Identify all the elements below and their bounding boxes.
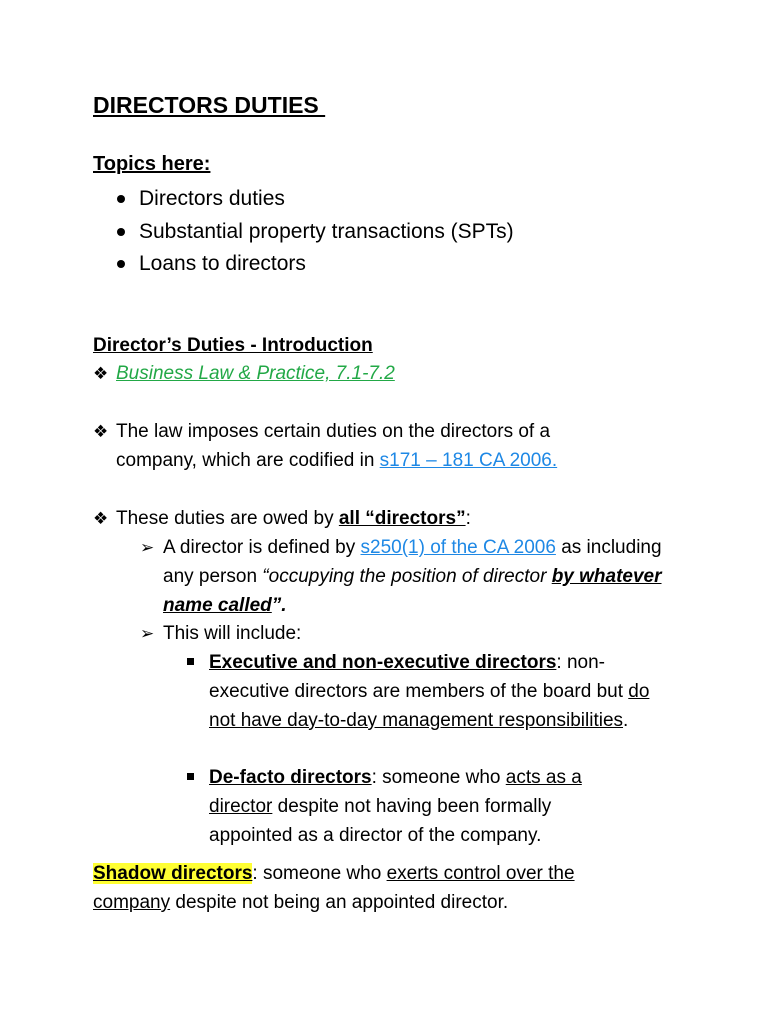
list-item bbox=[93, 183, 514, 216]
paragraph-text: A director is defined by bbox=[163, 537, 361, 558]
paragraph-text: : someone who bbox=[252, 863, 387, 884]
underlined-text: exerts control over the company bbox=[93, 863, 575, 913]
list-item bbox=[187, 648, 669, 735]
sub-item-include bbox=[140, 619, 683, 648]
paragraph-text: : non-executive directors are members of the board but bbox=[209, 652, 629, 702]
diamond-bullet-icon: ❖ bbox=[93, 364, 109, 383]
list-item bbox=[93, 248, 514, 281]
quote-end: ”. bbox=[271, 595, 287, 616]
term-text: Executive and non-executive directors bbox=[209, 652, 557, 673]
diamond-bullet-icon: ❖ bbox=[93, 422, 109, 441]
paragraph-text: despite not having been formally appointed as a director of the company. bbox=[209, 796, 552, 846]
paragraph-text: : bbox=[465, 508, 471, 529]
square-bullet-icon bbox=[187, 648, 209, 677]
bullet-icon bbox=[117, 195, 125, 203]
underlined-text: acts as a director bbox=[209, 767, 582, 817]
topics-list bbox=[93, 183, 514, 281]
paragraph-text: : someone who bbox=[371, 767, 506, 788]
paragraph-shadow bbox=[93, 859, 653, 917]
paragraph-text: as including any person bbox=[163, 537, 662, 587]
list-item bbox=[93, 216, 514, 249]
statute-link[interactable]: s250(1) of the CA 2006 bbox=[360, 537, 556, 558]
topic-label: Substantial property transactions (SPTs) bbox=[139, 219, 514, 243]
sub-item-definition bbox=[140, 533, 683, 620]
bullet-icon bbox=[117, 260, 125, 268]
reference-line bbox=[93, 359, 673, 388]
paragraph-text: . bbox=[623, 710, 629, 731]
arrow-bullet-icon: ➢ bbox=[140, 624, 155, 643]
page-title: DIRECTORS DUTIES bbox=[93, 92, 326, 118]
quote-text: “occupying the position of director bbox=[262, 566, 552, 587]
paragraph-text: These duties are owed by bbox=[116, 508, 339, 529]
paragraph-text: This will include: bbox=[163, 623, 302, 644]
underlined-text: do not have day-to-day management responsibilities bbox=[209, 681, 650, 731]
bullet-icon bbox=[117, 228, 125, 236]
reference-link[interactable]: Business Law & Practice, 7.1-7.2 bbox=[116, 363, 395, 384]
highlighted-term: Shadow directors bbox=[93, 863, 253, 884]
square-bullet-icon bbox=[187, 763, 209, 792]
topic-label: Directors duties bbox=[139, 187, 285, 210]
arrow-bullet-icon: ➢ bbox=[140, 538, 155, 557]
paragraph-law bbox=[93, 417, 636, 475]
paragraph-text: The law imposes certain duties on the directors of a company, which are codified in bbox=[116, 421, 551, 471]
paragraph-text: despite not being an appointed director. bbox=[170, 892, 509, 913]
diamond-bullet-icon: ❖ bbox=[93, 509, 109, 528]
emphasis-text: all “directors” bbox=[338, 508, 466, 529]
section-heading: Director’s Duties - Introduction bbox=[93, 335, 373, 356]
topic-label: Loans to directors bbox=[139, 252, 306, 275]
emphasis-text: by whatever name called bbox=[163, 566, 662, 616]
list-item bbox=[187, 763, 639, 850]
statute-link[interactable]: s171 – 181 CA 2006. bbox=[379, 450, 558, 471]
paragraph-owed bbox=[93, 504, 673, 533]
term-text: De-facto directors bbox=[209, 767, 372, 788]
topics-heading: Topics here: bbox=[93, 153, 211, 175]
